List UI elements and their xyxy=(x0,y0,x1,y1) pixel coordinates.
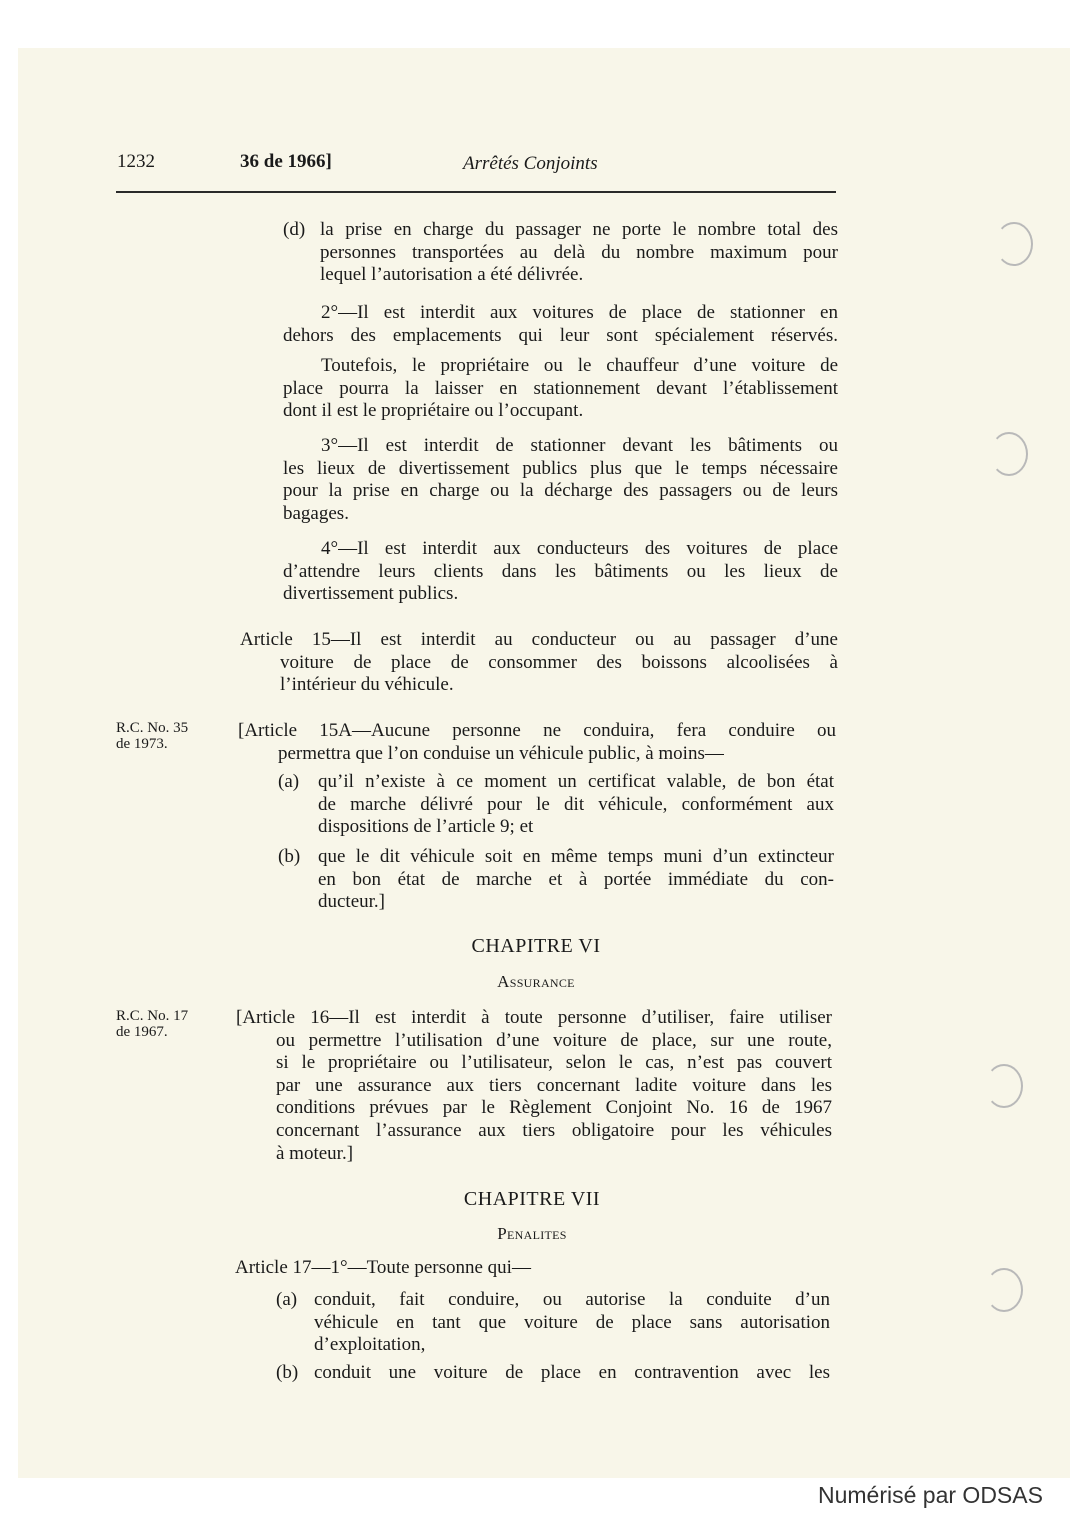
header-rule xyxy=(116,191,836,193)
article-15a-line-2: permettra que l’on conduise un véhicule public, à moins— xyxy=(278,742,724,764)
article-15a xyxy=(238,720,836,765)
paragraph-2-line-1: 2°—Il est interdit aux voitures de place de stationner en xyxy=(321,302,838,323)
article-15-line-3: l’intérieur du véhicule. xyxy=(280,674,454,696)
chapter-6-subtitle: Assurance xyxy=(497,972,575,991)
item-d-line-3: lequel l’autorisation a été délivrée. xyxy=(320,264,584,286)
article-16 xyxy=(236,1007,832,1165)
digitized-by-footer: Numérisé par ODSAS xyxy=(818,1482,1043,1508)
punch-hole-3 xyxy=(985,1064,1023,1108)
article-17-item-a-line-1: conduit, fait conduire, ou autorise la conduite d’un xyxy=(314,1289,830,1310)
article-15a-item-b-line-1: que le dit véhicule soit en même temps muni d’un extincteur xyxy=(318,846,834,867)
header-reference: 36 de 1966] xyxy=(240,151,332,172)
header-title: Arrêtés Conjoints xyxy=(463,153,598,174)
article-15 xyxy=(240,629,838,697)
paragraph-3-line-2: les lieux de divertissement publics plus que le temps nécessaire xyxy=(283,457,838,479)
paragraph-toutefois-line-2: place pourra la laisser en stationnement devant l’établissement xyxy=(283,377,838,399)
paragraph-toutefois-line-1: Toutefois, le propriétaire ou le chauffeur d’une voiture de xyxy=(321,355,838,376)
punch-hole-1 xyxy=(995,222,1033,266)
item-d-text xyxy=(320,219,838,287)
paragraph-3-line-1: 3°—Il est interdit de stationner devant les bâtiments ou xyxy=(321,435,838,456)
chapter-7-title: CHAPITRE VII xyxy=(463,1188,601,1210)
article-17-intro: Article 17—1°—Toute personne qui— xyxy=(235,1257,531,1278)
article-15a-line-1: [Article 15A—Aucune personne ne conduira, fera conduire ou xyxy=(238,720,836,741)
paragraph-3 xyxy=(283,435,838,525)
paragraph-2 xyxy=(283,302,838,347)
article-16-line-2: ou permettre l’utilisation d’une voiture de place, sur une route, xyxy=(276,1029,832,1051)
paragraph-3-line-4: bagages. xyxy=(283,502,349,524)
article-15a-item-b-line-2: en bon état de marche et à portée immédiate du con- xyxy=(318,868,834,890)
paragraph-toutefois-line-3: dont il est le propriétaire ou l’occupant. xyxy=(283,400,584,422)
paragraph-4 xyxy=(283,538,838,606)
article-15a-item-a-label: (a) xyxy=(278,771,300,792)
article-16-line-3: si le propriétaire ou l’utilisateur, selon le cas, n’est pas couvert xyxy=(276,1052,832,1074)
page-number: 1232 xyxy=(117,151,155,172)
chapter-6-title: CHAPITRE VI xyxy=(471,935,601,957)
article-17-item-a xyxy=(314,1289,830,1357)
article-15a-item-a xyxy=(318,771,834,839)
margin-note-15a xyxy=(116,720,188,752)
article-16-line-5: conditions prévues par le Règlement Conjoint No. 16 de 1967 xyxy=(276,1097,832,1119)
article-15-line-1: Article 15—Il est interdit au conducteur ou au passager d’une xyxy=(240,629,838,650)
article-17-item-b xyxy=(314,1362,830,1385)
margin-note-15a-line-2: de 1973. xyxy=(116,736,168,752)
paragraph-toutefois xyxy=(283,355,838,423)
item-d-label: (d) xyxy=(283,219,306,240)
article-15a-item-b-label: (b) xyxy=(278,846,301,867)
paragraph-4-line-2: d’attendre leurs clients dans les bâtiments ou les lieux de xyxy=(283,560,838,582)
article-15a-item-b xyxy=(318,846,834,914)
article-16-line-6: concernant l’assurance aux tiers obligatoire pour les véhicules xyxy=(276,1119,832,1141)
article-15a-item-a-line-1: qu’il n’existe à ce moment un certificat valable, de bon état xyxy=(318,771,834,792)
punch-hole-2 xyxy=(990,432,1028,476)
chapter-7-subtitle: Penalites xyxy=(497,1224,567,1243)
article-17-item-a-line-2: véhicule en tant que voiture de place sans autorisation xyxy=(314,1311,830,1333)
article-17-item-b-label: (b) xyxy=(276,1362,299,1383)
margin-note-16 xyxy=(116,1008,188,1040)
article-15a-item-a-line-2: de marche délivré pour le dit véhicule, conformément aux xyxy=(318,793,834,815)
article-17-item-a-label: (a) xyxy=(276,1289,298,1310)
article-15a-item-b-line-3: ducteur.] xyxy=(318,891,386,913)
margin-note-16-line-2: de 1967. xyxy=(116,1024,168,1040)
item-d-line-1: la prise en charge du passager ne porte le nombre total des xyxy=(320,219,838,240)
article-15-line-2: voiture de place de consommer des boissons alcoolisées à xyxy=(280,651,838,673)
paragraph-4-line-1: 4°—Il est interdit aux conducteurs des voitures de place xyxy=(321,538,838,559)
article-16-line-1: [Article 16—Il est interdit à toute personne d’utiliser, faire utiliser xyxy=(236,1007,832,1028)
article-16-line-7: à moteur.] xyxy=(276,1142,354,1164)
article-16-line-4: par une assurance aux tiers concernant ladite voiture dans les xyxy=(276,1074,832,1096)
paragraph-3-line-3: pour la prise en charge ou la décharge des passagers ou de leurs xyxy=(283,480,838,502)
article-17-item-a-line-3: d’exploitation, xyxy=(314,1334,426,1356)
article-17-item-b-line-1: conduit une voiture de place en contravention avec les xyxy=(314,1362,830,1383)
margin-note-16-line-1: R.C. No. 17 xyxy=(116,1008,189,1024)
article-15a-item-a-line-3: dispositions de l’article 9; et xyxy=(318,816,534,838)
punch-hole-4 xyxy=(985,1268,1023,1312)
paragraph-2-line-2: dehors des emplacements qui leur sont spécialement réservés. xyxy=(283,324,838,346)
margin-note-15a-line-1: R.C. No. 35 xyxy=(116,720,189,736)
item-d-line-2: personnes transportées au delà du nombre maximum pour xyxy=(320,241,838,263)
paragraph-4-line-3: divertissement publics. xyxy=(283,583,459,605)
